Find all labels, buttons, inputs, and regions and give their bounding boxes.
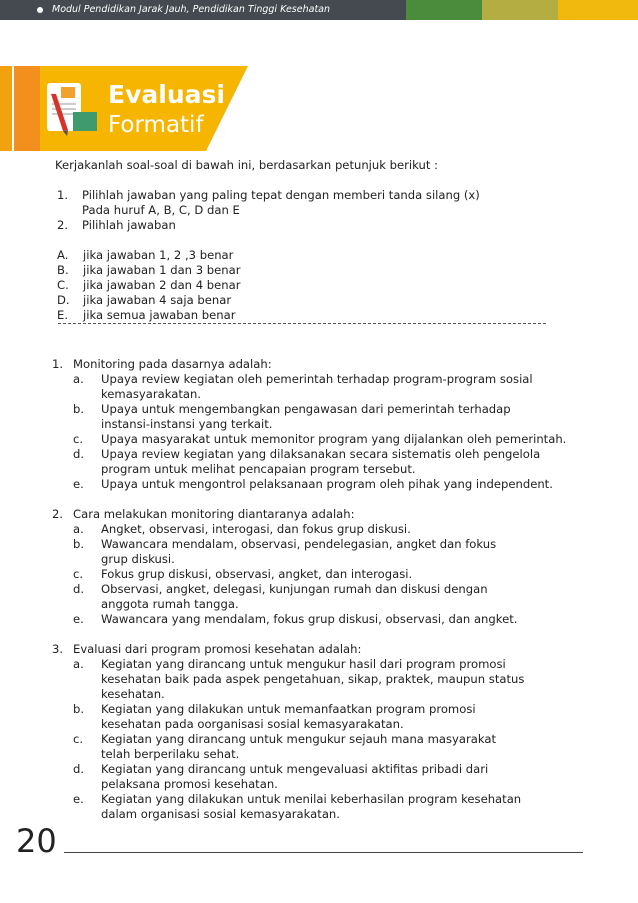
banner-title-line2: Formatif	[108, 112, 204, 138]
option-letter: b.	[73, 537, 85, 551]
answer-key-letter: A.	[57, 248, 69, 262]
option-text: Upaya untuk mengontrol pelaksanaan program oleh pihak yang independent.	[101, 477, 553, 491]
option-letter: a.	[73, 522, 84, 536]
running-title: Modul Pendidikan Jarak Jauh, Pendidikan Tinggi Kesehatan	[52, 4, 331, 15]
option-text: Upaya review kegiatan yang dilaksanakan secara sistematis oleh pengelola	[101, 447, 541, 461]
option-text: grup diskusi.	[101, 552, 175, 566]
question-text: Evaluasi dari program promosi kesehatan adalah:	[73, 642, 362, 656]
option-text: Upaya untuk mengembangkan pengawasan dari pemerintah terhadap	[101, 402, 511, 416]
header-bar	[0, 0, 638, 20]
option-text: Angket, observasi, interogasi, dan fokus grup diskusi.	[101, 522, 411, 536]
header-olive-segment	[482, 0, 558, 20]
header-green-segment	[406, 0, 482, 20]
option-text: Kegiatan yang dilakukan untuk memanfaatkan program promosi	[101, 702, 476, 716]
answer-key-text: jika jawaban 2 dan 4 benar	[83, 278, 241, 292]
option-letter: e.	[73, 612, 84, 626]
option-letter: e.	[73, 477, 84, 491]
question-number: 2.	[52, 507, 64, 521]
answer-key-letter: E.	[57, 308, 69, 322]
option-text: anggota rumah tangga.	[101, 597, 239, 611]
option-letter: c.	[73, 732, 84, 746]
banner-title-line1: Evaluasi	[108, 80, 225, 109]
bullet-icon	[37, 7, 43, 13]
option-text: instansi-instansi yang terkait.	[101, 417, 273, 431]
question-number: 3.	[52, 642, 64, 656]
instruction-text: Pada huruf A, B, C, D dan E	[82, 203, 240, 217]
instruction-text: Pilihlah jawaban yang paling tepat dengan memberi tanda silang (x)	[82, 188, 480, 202]
question-number: 1.	[52, 357, 64, 371]
option-text: pelaksana promosi kesehatan.	[101, 777, 278, 791]
option-letter: d.	[73, 447, 85, 461]
option-letter: d.	[73, 762, 85, 776]
question-text: Monitoring pada dasarnya adalah:	[73, 357, 272, 371]
option-text: program untuk melihat pencapaian program tersebut.	[101, 462, 416, 476]
header-dark-segment	[0, 0, 406, 20]
option-text: kemasyarakatan.	[101, 387, 202, 401]
option-text: Upaya review kegiatan oleh pemerintah terhadap program-program sosial	[101, 372, 533, 386]
option-letter: b.	[73, 702, 85, 716]
option-text: Upaya masyarakat untuk memonitor program yang dijalankan oleh pemerintah.	[101, 432, 567, 446]
option-letter: a.	[73, 372, 84, 386]
option-letter: c.	[73, 567, 84, 581]
option-letter: b.	[73, 402, 85, 416]
instruction-number: 2.	[57, 218, 69, 232]
answer-key-text: jika semua jawaban benar	[83, 308, 236, 322]
page-number: 20	[16, 822, 57, 860]
option-text: Kegiatan yang dirancang untuk mengukur hasil dari program promosi	[101, 657, 506, 671]
option-text: Wawancara yang mendalam, fokus grup diskusi, observasi, dan angket.	[101, 612, 518, 626]
option-text: Kegiatan yang dilakukan untuk menilai keberhasilan program kesehatan	[101, 792, 522, 806]
option-text: Kegiatan yang dirancang untuk mengukur sejauh mana masyarakat	[101, 732, 497, 746]
question-text: Cara melakukan monitoring diantaranya adalah:	[73, 507, 355, 521]
dashed-separator	[58, 323, 546, 324]
option-letter: c.	[73, 432, 84, 446]
instruction-number: 1.	[57, 188, 69, 202]
option-letter: e.	[73, 792, 84, 806]
option-letter: d.	[73, 582, 85, 596]
option-text: kesehatan.	[101, 687, 165, 701]
option-text: Fokus grup diskusi, observasi, angket, dan interogasi.	[101, 567, 413, 581]
option-text: Kegiatan yang dirancang untuk mengevaluasi aktifitas pribadi dari	[101, 762, 489, 776]
footer-rule	[64, 852, 583, 853]
answer-key-text: jika jawaban 4 saja benar	[83, 293, 232, 307]
option-text: dalam organisasi sosial kemasyarakatan.	[101, 807, 340, 821]
option-letter: a.	[73, 657, 84, 671]
header-yellow-segment	[558, 0, 638, 20]
answer-key-text: jika jawaban 1, 2 ,3 benar	[83, 248, 234, 262]
option-text: telah berperilaku sehat.	[101, 747, 240, 761]
option-text: Wawancara mendalam, observasi, pendelegasian, angket dan fokus	[101, 537, 497, 551]
answer-key-letter: D.	[57, 293, 70, 307]
answer-key-letter: B.	[57, 263, 69, 277]
option-text: kesehatan pada oorganisasi sosial kemasyarakatan.	[101, 717, 404, 731]
option-text: Observasi, angket, delegasi, kunjungan rumah dan diskusi dengan	[101, 582, 488, 596]
answer-key-letter: C.	[57, 278, 69, 292]
option-text: kesehatan baik pada aspek pengetahuan, sikap, praktek, maupun status	[101, 672, 525, 686]
instruction-text: Pilihlah jawaban	[82, 218, 176, 232]
intro-text: Kerjakanlah soal-soal di bawah ini, berdasarkan petunjuk berikut :	[55, 158, 438, 172]
answer-key-text: jika jawaban 1 dan 3 benar	[83, 263, 241, 277]
